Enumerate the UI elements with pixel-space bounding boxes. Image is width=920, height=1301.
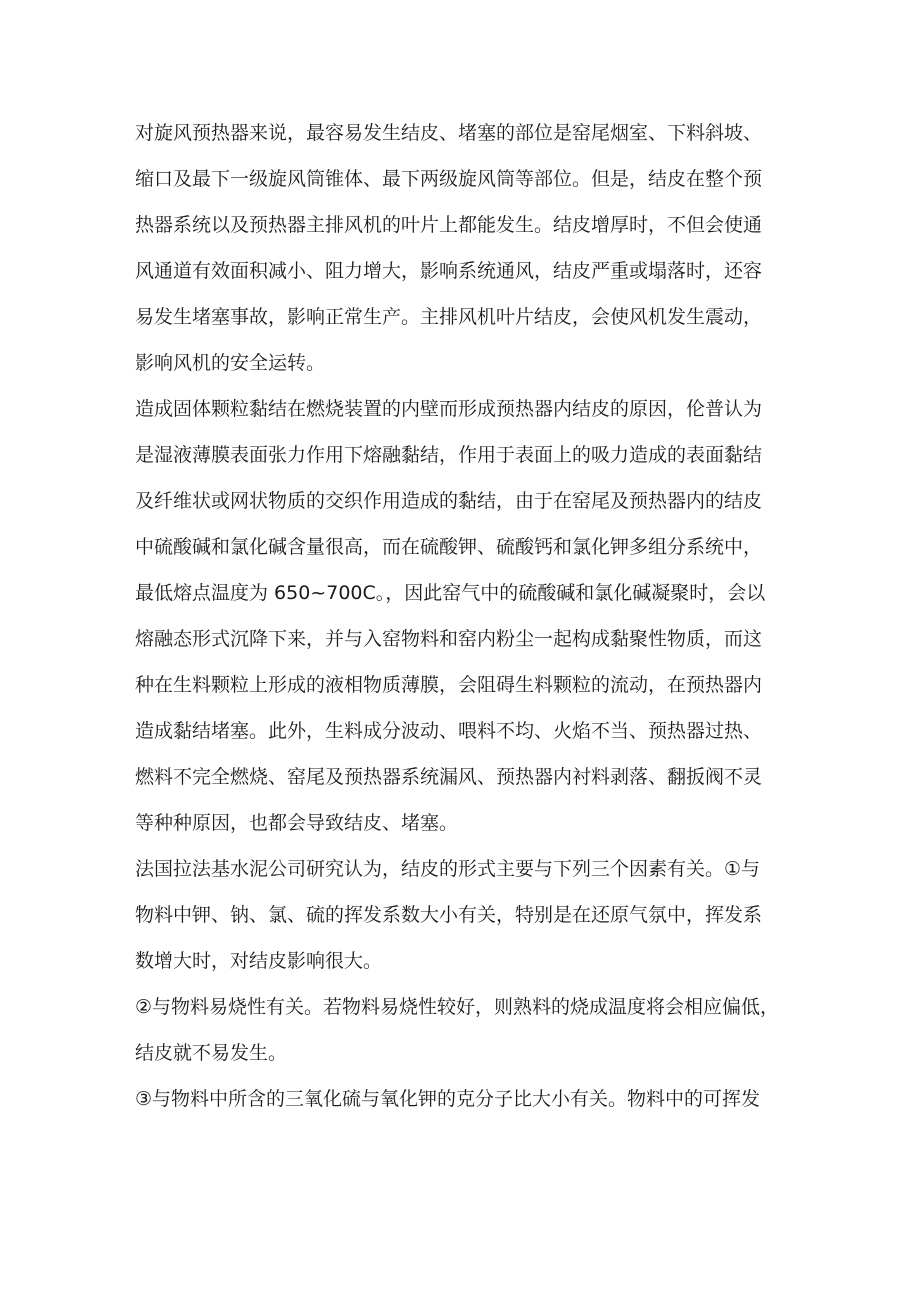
paragraph-2 [135, 386, 800, 846]
text-line: 对旋风预热器来说，最容易发生结皮、堵塞的部位是窑尾烟室、下料斜坡、 [135, 122, 763, 144]
text-line: 燃料不完全燃烧、窑尾及预热器系统漏风、预热器内衬料剥落、翻扳阀不灵 [135, 766, 763, 788]
paragraph-4 [135, 984, 800, 1076]
text-line: 是湿液薄膜表面张力作用下熔融黏结，作用于表面上的吸力造成的表面黏结 [135, 444, 763, 466]
text-line: ②与物料易烧性有关。若物料易烧性较好，则熟料的烧成温度将会相应偏低， [135, 996, 780, 1018]
text-line: ③与物料中所含的三氧化硫与氧化钾的克分子比大小有关。物料中的可挥发 [135, 1088, 761, 1110]
text-line: 造成固体颗粒黏结在燃烧装置的内壁而形成预热器内结皮的原因，伦普认为 [135, 398, 763, 420]
paragraph-3 [135, 846, 800, 984]
text-line: 法国拉法基水泥公司研究认为，结皮的形式主要与下列三个因素有关。①与 [135, 858, 761, 880]
text-line: 中硫酸碱和氯化碱含量很高，而在硫酸钾、硫酸钙和氯化钾多组分系统中， [135, 536, 763, 558]
text-line: 最低熔点温度为 650~700C。，因此窑气中的硫酸碱和氯化碱凝聚时，会以 [135, 582, 766, 604]
text-line: 结皮就不易发生。 [135, 1042, 288, 1064]
text-line: 熔融态形式沉降下来，并与入窑物料和窑内粉尘一起构成黏聚性物质，而这 [135, 628, 763, 650]
paragraph-1 [135, 110, 800, 386]
text-line: 数增大时，对结皮影响很大。 [135, 950, 383, 972]
text-line: 造成黏结堵塞。此外，生料成分波动、喂料不均、火焰不当、预热器过热、 [135, 720, 763, 742]
text-line: 物料中钾、钠、氯、硫的挥发系数大小有关，特别是在还原气氛中，挥发系 [135, 904, 763, 926]
paragraph-5 [135, 1076, 800, 1122]
text-line: 热器系统以及预热器主排风机的叶片上都能发生。结皮增厚时，不但会使通 [135, 214, 763, 236]
text-line: 易发生堵塞事故，影响正常生产。主排风机叶片结皮，会使风机发生震动， [135, 306, 763, 328]
body-text [135, 110, 800, 1122]
text-line: 及纤维状或网状物质的交织作用造成的黏结，由于在窑尾及预热器内的结皮 [135, 490, 763, 512]
text-line: 影响风机的安全运转。 [135, 352, 326, 374]
text-line: 种在生料颗粒上形成的液相物质薄膜，会阻碍生料颗粒的流动，在预热器内 [135, 674, 763, 696]
text-line: 缩口及最下一级旋风筒锥体、最下两级旋风筒等部位。但是，结皮在整个预 [135, 168, 763, 190]
text-line: 风通道有效面积减小、阻力增大，影响系统通风，结皮严重或塌落时，还容 [135, 260, 763, 282]
text-line: 等种种原因，也都会导致结皮、堵塞。 [135, 812, 459, 834]
